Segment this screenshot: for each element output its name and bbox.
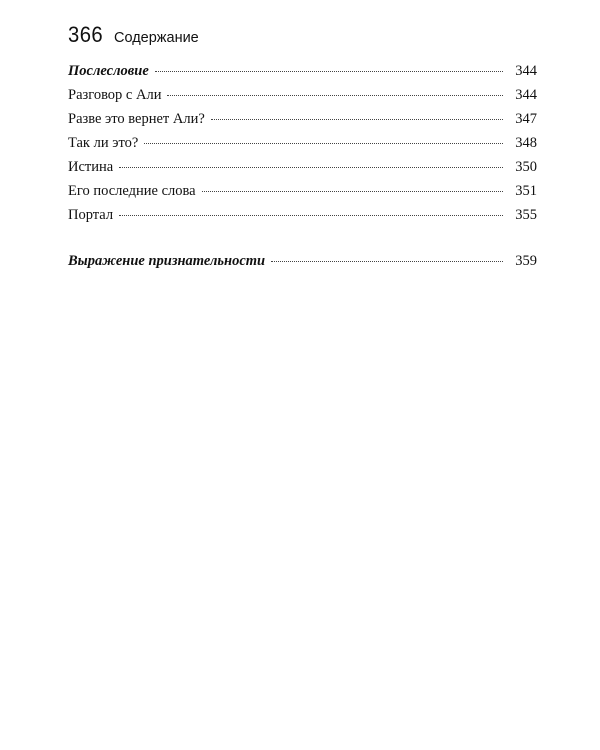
toc-entry-label: Истина [68, 159, 114, 175]
toc-entry [68, 83, 537, 107]
toc-entry-page: 348 [515, 135, 537, 151]
toc-entry [68, 107, 537, 131]
toc-entry-page: 344 [515, 63, 537, 79]
toc-entry [68, 131, 537, 155]
dot-leader [119, 215, 503, 216]
toc-entry-label: Послесловие [68, 63, 149, 79]
toc-entry-page: 350 [515, 159, 537, 175]
toc-entry-label: Разговор с Али [68, 87, 162, 103]
toc-entry [68, 203, 537, 227]
dot-leader [202, 191, 503, 192]
toc-entry [68, 179, 537, 203]
toc-entry-page: 359 [515, 253, 537, 269]
dot-leader [144, 143, 503, 144]
running-head [68, 22, 199, 48]
toc-entry-afterword [68, 59, 537, 83]
toc-entry-label: Портал [68, 207, 114, 223]
section-spacer [68, 227, 537, 249]
page-number: 366 [68, 22, 104, 47]
dot-leader [211, 119, 503, 120]
dot-leader [271, 261, 503, 262]
dot-leader [155, 71, 503, 72]
dot-leader [119, 167, 503, 168]
toc-entry-page: 347 [515, 111, 537, 127]
toc-entry-label: Разве это вернет Али? [68, 111, 205, 127]
toc-entry-acknowledgements [68, 249, 537, 273]
section-title: Содержание [114, 30, 199, 46]
toc-entry-page: 355 [515, 207, 537, 223]
toc-entry [68, 155, 537, 179]
toc-entry-page: 351 [515, 183, 537, 199]
toc-entry-label: Его последние слова [68, 183, 196, 199]
toc-entry-page: 344 [515, 87, 537, 103]
dot-leader [167, 95, 503, 96]
toc-entry-label: Так ли это? [68, 135, 139, 151]
table-of-contents [68, 59, 537, 273]
toc-entry-label: Выражение признательности [68, 253, 266, 269]
